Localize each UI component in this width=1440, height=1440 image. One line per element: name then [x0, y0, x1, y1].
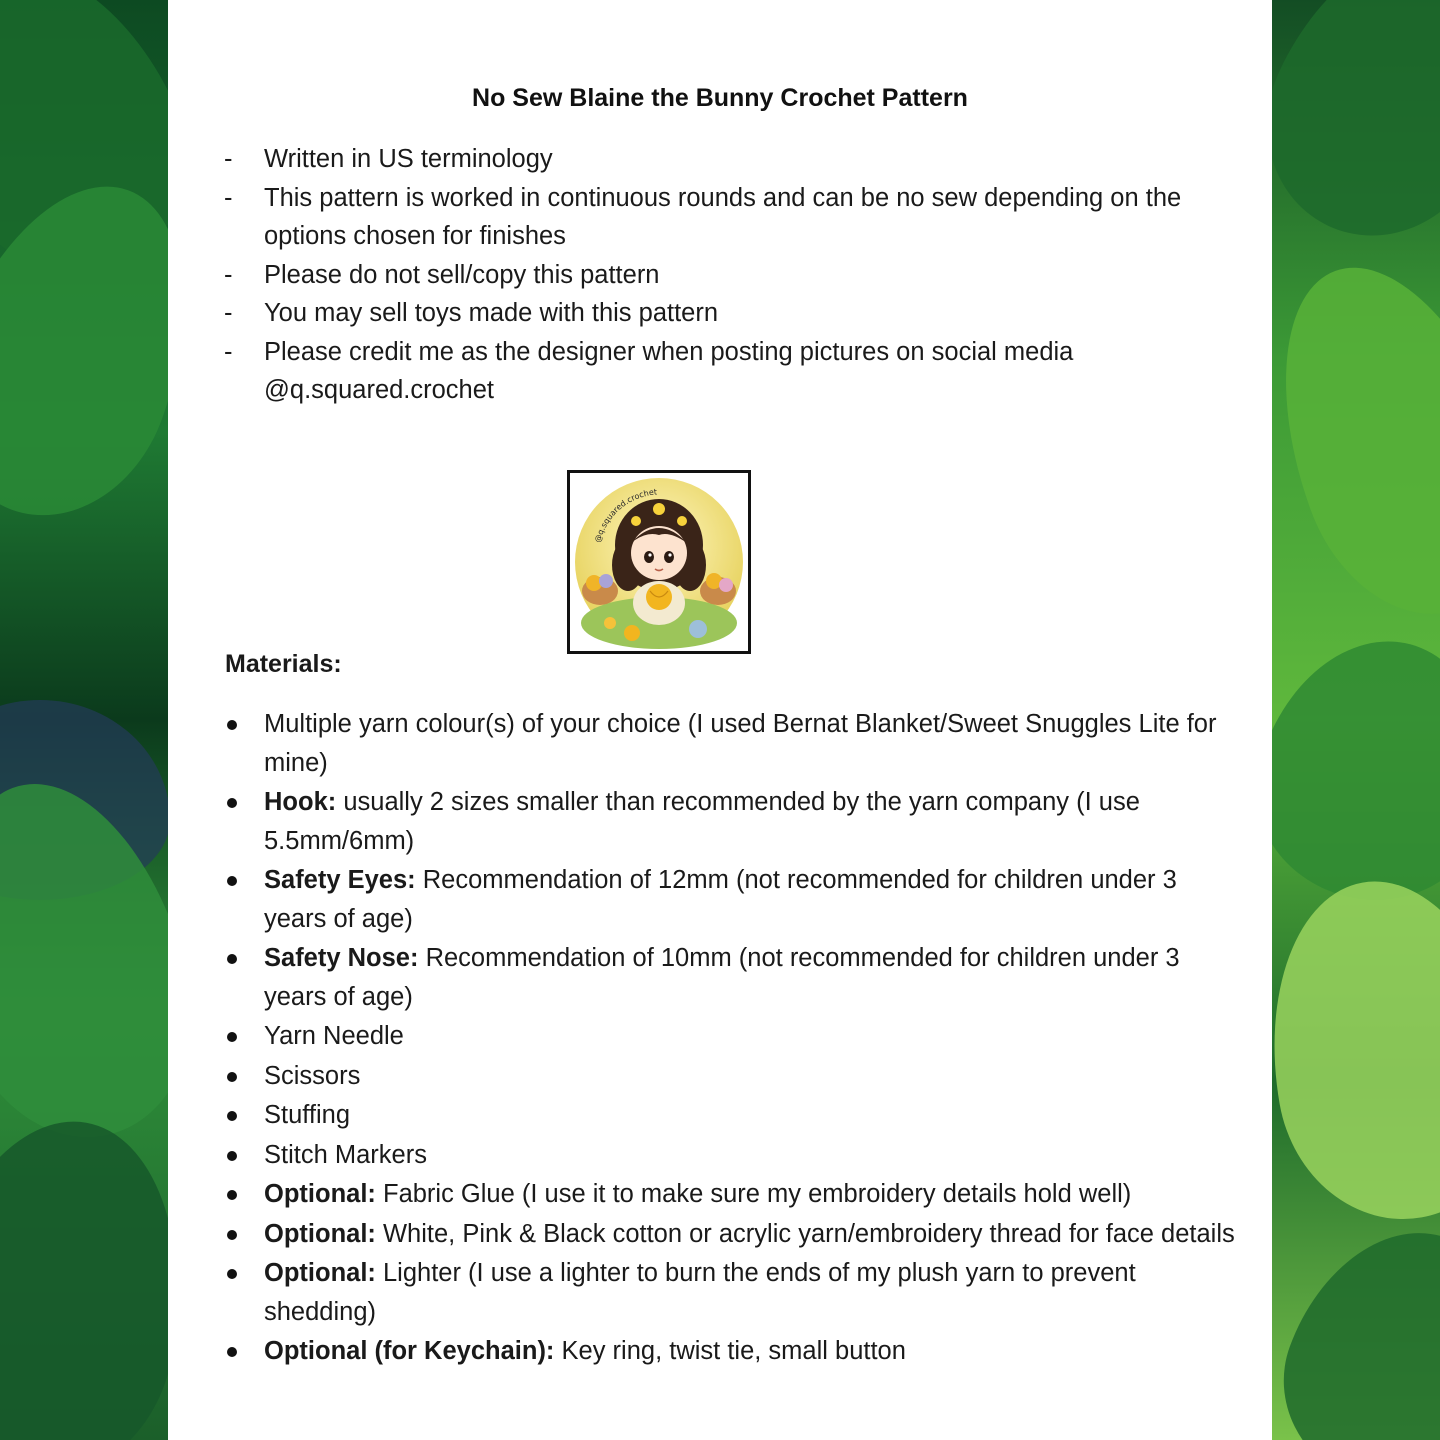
item-text: Stuffing	[264, 1101, 351, 1129]
dash-marker: -	[224, 183, 233, 212]
yarn-ball-icon	[599, 574, 613, 588]
bullet-icon	[227, 1190, 237, 1200]
list-item	[224, 179, 1244, 256]
bullet-icon	[227, 954, 237, 964]
leaf-decoration	[1272, 862, 1440, 1239]
materials-list	[224, 705, 1244, 1372]
leaf-decoration	[1272, 0, 1440, 272]
bullet-icon	[227, 798, 237, 808]
list-item	[224, 1332, 1244, 1371]
background-leaves-left	[0, 0, 168, 1440]
yarn-ball-icon	[689, 620, 707, 638]
item-text: Yarn Needle	[264, 1022, 404, 1050]
item-label: Hook:	[264, 788, 337, 816]
item-text: usually 2 sizes smaller than recommended by the yarn company (I use 5.5mm/6mm)	[264, 788, 1140, 855]
item-text: Fabric Glue (I use it to make sure my embroidery details hold well)	[375, 1180, 1132, 1208]
list-item	[224, 333, 1244, 410]
item-text: Stitch Markers	[264, 1140, 427, 1169]
item-text: Recommendation of 10mm (not recommended for children under 3 years of age)	[264, 944, 1180, 1011]
bullet-icon	[227, 1032, 237, 1042]
item-text: Key ring, twist tie, small button	[554, 1337, 906, 1365]
item-text: Recommendation of 12mm (not recommended for children under 3 years of age)	[264, 866, 1177, 933]
item-label: Optional:	[264, 1180, 376, 1208]
logo-caption: @q.squared.crochet	[593, 487, 658, 544]
bullet-icon	[227, 1111, 237, 1121]
yarn-ball-icon	[719, 578, 733, 592]
list-item	[224, 1215, 1244, 1254]
list-item	[224, 256, 1244, 295]
dash-marker: -	[224, 145, 233, 173]
eye-shape	[644, 551, 654, 563]
list-item	[224, 939, 1244, 1016]
document-page	[168, 0, 1272, 1440]
list-item	[224, 861, 1244, 938]
yarn-ball-icon	[604, 617, 616, 629]
list-item	[224, 1175, 1244, 1214]
list-item	[224, 1254, 1244, 1331]
page-title: No Sew Blaine the Bunny Crochet Pattern	[472, 84, 968, 112]
bullet-icon	[227, 720, 237, 730]
bullet-icon	[227, 1269, 237, 1279]
materials-heading: Materials:	[225, 650, 342, 678]
item-text: Lighter (I use a lighter to burn the ends of my plush yarn to prevent shedding)	[264, 1259, 1136, 1326]
logo-illustration	[570, 473, 748, 651]
list-item	[224, 1136, 1244, 1175]
bullet-icon	[227, 876, 237, 886]
notes-list	[224, 140, 1244, 410]
yarn-ball-icon	[624, 625, 640, 641]
bullet-icon	[227, 1347, 237, 1357]
item-label: Optional (for Keychain):	[264, 1337, 555, 1365]
bullet-icon	[227, 1151, 237, 1161]
bullet-icon	[227, 1230, 237, 1240]
background-leaves-right	[1272, 0, 1440, 1440]
dash-marker: -	[224, 299, 233, 327]
list-item	[224, 1057, 1244, 1096]
note-text: Please do not sell/copy this pattern	[264, 260, 660, 289]
bullet-icon	[227, 1072, 237, 1082]
list-item	[224, 705, 1244, 782]
eye-shape	[664, 551, 674, 563]
item-text: Multiple yarn colour(s) of your choice (I used Bernat Blanket/Sweet Snuggles Lite for mine)	[264, 710, 1217, 777]
leaf-decoration	[1272, 1200, 1440, 1440]
list-item	[224, 294, 1244, 333]
item-label: Optional:	[264, 1259, 376, 1287]
item-label: Safety Nose:	[264, 944, 419, 972]
list-item	[224, 783, 1244, 860]
list-item	[224, 140, 1244, 179]
note-text: Please credit me as the designer when posting pictures on social media @q.squared.crochet	[264, 337, 1074, 404]
note-text: Written in US terminology	[264, 145, 553, 173]
leaf-decoration	[1272, 615, 1440, 926]
leaf-decoration	[0, 1101, 168, 1440]
dash-marker: -	[224, 260, 233, 289]
item-label: Safety Eyes:	[264, 866, 416, 894]
designer-logo	[567, 470, 751, 654]
list-item	[224, 1017, 1244, 1056]
note-text: You may sell toys made with this pattern	[264, 299, 719, 327]
note-text: This pattern is worked in continuous rounds and can be no sew depending on the options chosen for finishes	[264, 183, 1182, 250]
list-item	[224, 1096, 1244, 1135]
dash-marker: -	[224, 337, 233, 366]
leaf-decoration	[1272, 235, 1440, 645]
item-text: White, Pink & Black cotton or acrylic yarn/embroidery thread for face details	[375, 1219, 1235, 1248]
item-text: Scissors	[264, 1061, 361, 1090]
item-label: Optional:	[264, 1219, 376, 1248]
